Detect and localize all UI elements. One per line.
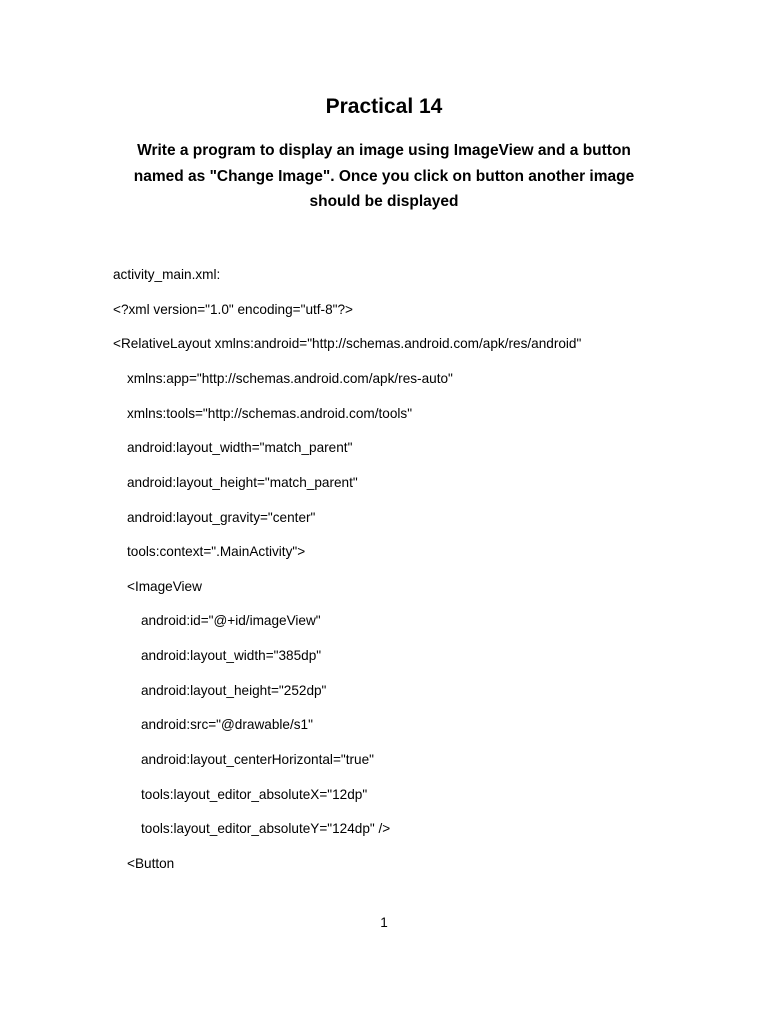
code-line: tools:context=".MainActivity"> xyxy=(127,544,306,559)
code-line: <RelativeLayout xmlns:android="http://schemas.android.com/apk/res/android" xyxy=(113,336,582,351)
code-line: <Button xyxy=(127,856,175,871)
task-line: should be displayed xyxy=(309,193,459,210)
task-line: named as "Change Image". Once you click on button another image xyxy=(133,167,635,185)
code-line: android:layout_width="match_parent" xyxy=(127,440,353,455)
code-line: android:layout_height="252dp" xyxy=(141,683,327,698)
code-line: android:layout_centerHorizontal="true" xyxy=(141,752,374,767)
code-line: android:src="@drawable/s1" xyxy=(141,717,313,732)
page-number: 1 xyxy=(380,915,388,930)
task-description xyxy=(120,138,648,215)
code-line: android:id="@+id/imageView" xyxy=(141,613,321,628)
code-line: xmlns:tools="http://schemas.android.com/tools" xyxy=(127,406,413,421)
code-line: xmlns:app="http://schemas.android.com/apk/res-auto" xyxy=(127,371,453,386)
task-line: Write a program to display an image using ImageView and a button xyxy=(137,142,631,159)
code-line: tools:layout_editor_absoluteX="12dp" xyxy=(141,787,368,802)
code-line: android:layout_height="match_parent" xyxy=(127,475,358,490)
code-line: android:layout_gravity="center" xyxy=(127,510,316,525)
code-line: <ImageView xyxy=(127,579,202,594)
code-line: <?xml version="1.0" encoding="utf-8"?> xyxy=(113,302,353,317)
code-line: tools:layout_editor_absoluteY="124dp" /> xyxy=(141,821,391,836)
file-name-label: activity_main.xml: xyxy=(113,267,221,282)
page-title: Practical 14 xyxy=(325,95,443,118)
code-line: android:layout_width="385dp" xyxy=(141,648,322,663)
